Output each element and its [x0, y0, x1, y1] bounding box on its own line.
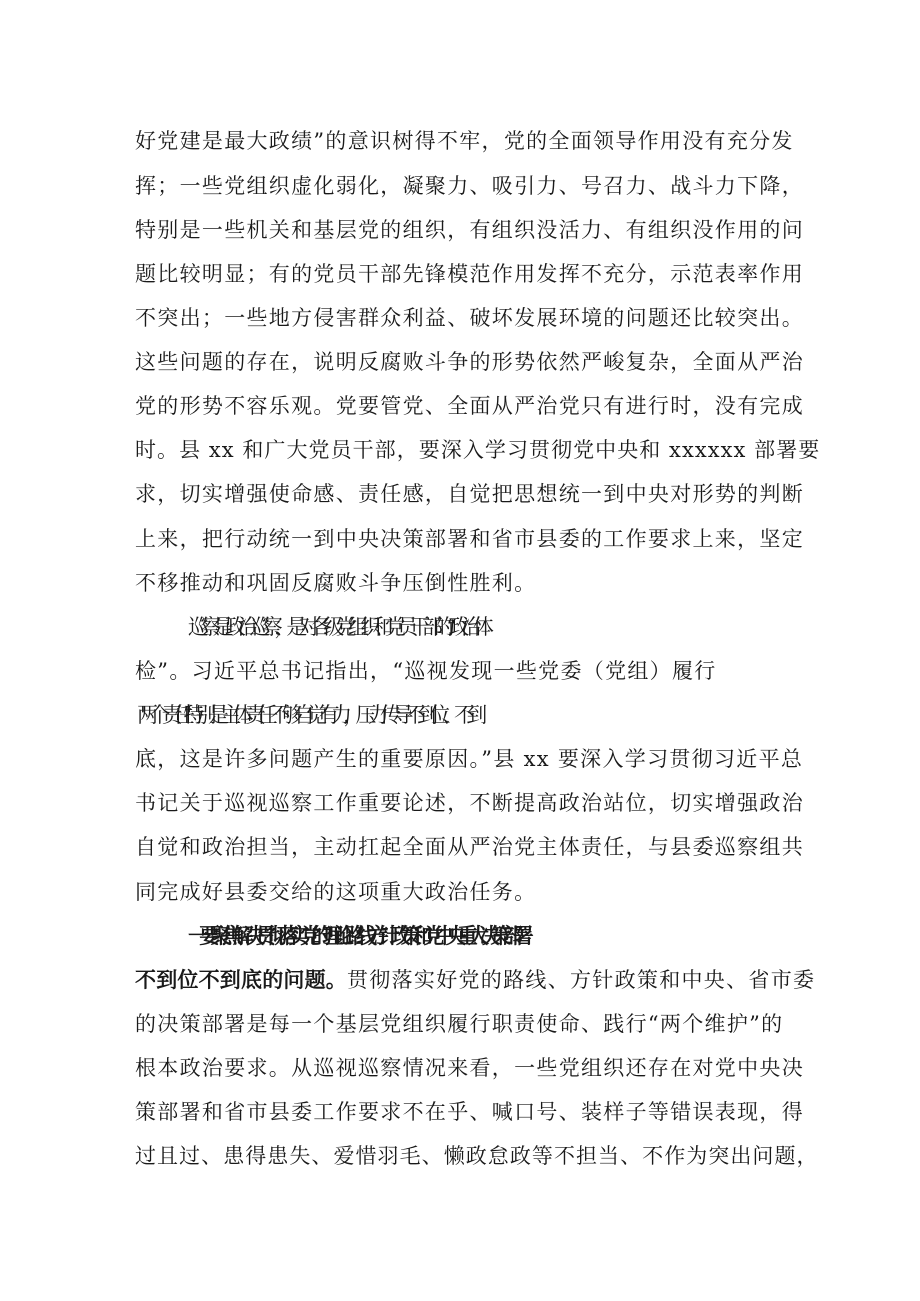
body-line: 好党建是最大政绩”的意识树得不牢，党的全面领导作用没有充分发 [135, 129, 794, 153]
body-line: 过且过、患得患失、爱惜羽毛、懒政怠政等不担当、不作为突出问题， [135, 1144, 819, 1168]
body-line: 不移推动和巩固反腐败斗争压倒性胜利。 [135, 571, 537, 595]
body-line: 根本政治要求。从巡视巡察情况来看，一些党组织还存在对党中央决 [135, 1056, 804, 1080]
body-line: 求，切实增强使命感、责任感，自觉把思想统一到中央对形势的判断 [135, 482, 804, 506]
body-line: 的决策部署是每一个基层党组织履行职责使命、践行“两个维护”的 [135, 1012, 784, 1036]
body-line: 同完成好县委交给的这项重大政治任务。 [135, 880, 537, 904]
body-line: 检”。习近平总书记指出，“巡视发现一些党委（党组）履行 [135, 659, 717, 683]
body-line: 不突出；一些地方侵害群众利益、破坏发展环境的问题还比较突出。 [135, 306, 804, 330]
body-line: 党的形势不容乐观。党要管党、全面从严治党只有进行时，没有完成 [135, 394, 804, 418]
body-line: 底，这是许多问题产生的重要原因。”县 xx 要深入学习贯彻习近平总 [135, 747, 804, 771]
paragraph-start-line: 巡察是政治巡察，是对各级党组织和党员干部的“政治体 [188, 615, 486, 639]
body-line: 这些问题的存在，说明反腐败斗争的形势依然严峻复杂，全面从严治 [135, 350, 804, 374]
bold-heading-line: 一要聚焦解决贯彻落实党的理论路线方针政策和党中央重大决策部署 [188, 924, 524, 948]
body-line: 题比较明显；有的党员干部先锋模范作用发挥不充分，示范表率作用 [135, 262, 804, 286]
body-line: '两个责任'特别是主体责任不够自觉有力，压力传导不到位、不到 [140, 703, 479, 727]
body-line: 书记关于巡视巡察工作重要论述，不断提高政治站位，切实增强政治 [135, 791, 804, 815]
body-line: 上来，把行动统一到中央决策部署和省市县委的工作要求上来，坚定 [135, 527, 804, 551]
body-line: 时。县 xx 和广大党员干部，要深入学习贯彻党中央和 xxxxxx 部署要 [135, 438, 821, 462]
body-line: 特别是一些机关和基层党的组织，有组织没活力、有组织没作用的问 [135, 218, 804, 242]
body-line: 挥；一些党组织虚化弱化，凝聚力、吸引力、号召力、战斗力下降， [135, 174, 804, 198]
body-line: 自觉和政治担当，主动扛起全面从严治党主体责任，与县委巡察组共 [135, 835, 804, 859]
body-line: 策部署和省市县委工作要求不在乎、喊口号、装样子等错误表现，得 [135, 1100, 804, 1124]
body-text-run: 贯彻落实好党的路线、方针政策和中央、省市委 [347, 968, 816, 992]
mixed-line [135, 967, 825, 993]
bold-heading-tail: 不到位不到底的问题。 [135, 968, 347, 992]
